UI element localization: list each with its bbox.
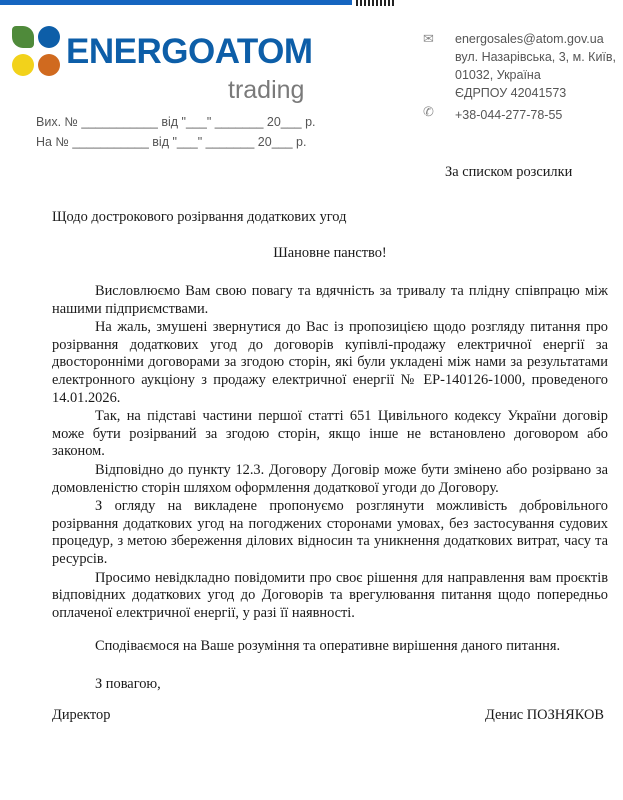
contacts xyxy=(455,30,616,124)
greeting: Шановне панство! xyxy=(273,245,387,261)
top-stripe xyxy=(0,0,352,5)
edrpou: ЄДРПОУ 42041573 xyxy=(455,86,567,100)
logo-dot-yellow xyxy=(12,54,34,76)
paragraph: На жаль, змушені звернутися до Вас із пропозицією щодо розгляду питання про розірвання додаткових угод до договорів купівлі-продажу електричної енергії за двосторонніми договорами за згодою сторін, які були укладені між нами за результатами електронного аукціону з продажу електричної енергії № ЕР-140126-1000, проведеного 14.01.2026. xyxy=(52,319,608,406)
addressee: За списком розсилки xyxy=(445,164,573,180)
closing: Сподіваємося на Ваше розуміння та оперативне вирішення даного питання. xyxy=(95,638,561,655)
energoatom-logo xyxy=(8,22,328,108)
logo-dot-blue xyxy=(38,26,60,48)
paragraph: З огляду на викладене пропонуємо розглянути можливість добровільного розірвання додаткових угод на погоджених сторонами умовах, без застосування судових процедур, з метою збереження ділових відносин та уникнення додаткових витрат, часу та ресурсів. xyxy=(52,498,608,567)
logo-leaf-green xyxy=(12,26,34,48)
incoming-number-row: На № ___________ від "___" _______ 20___ р. xyxy=(36,135,307,149)
reference-fields xyxy=(36,112,316,152)
phone: +38-044-277-78-55 xyxy=(455,108,563,122)
address-line-2: 01032, Україна xyxy=(455,68,541,82)
phone-icon: ✆ xyxy=(423,104,434,119)
brand-sub: trading xyxy=(228,76,305,104)
qr-code-fragment xyxy=(356,0,396,6)
regards: З повагою, xyxy=(95,675,161,692)
envelope-icon: ✉ xyxy=(423,31,434,46)
address-line-1: вул. Назарівська, 3, м. Київ, xyxy=(455,50,617,64)
paragraph: Висловлюємо Вам свою повагу та вдячність за тривалу та плідну співпрацю між нашими підприємствами. xyxy=(52,283,608,317)
paragraph: Просимо невідкладно повідомити про своє рішення для направлення вам проєктів відповідних додаткових угод до Договорів та врегулювання питання щодо попередньо оплаченої електричної енергії, у разі її наявності. xyxy=(52,569,608,621)
paragraph: Так, на підставі частини першої статті 651 Цивільного кодексу України договір може бути розірваний за згодою сторін, якщо інше не встановлено договором або законом. xyxy=(52,408,608,460)
logo-dot-orange xyxy=(38,54,60,76)
brand-name: ENERGOATOM xyxy=(66,32,313,71)
outgoing-number-row: Вих. № ___________ від "___" _______ 20___ р. xyxy=(36,115,316,129)
signer-name: Денис ПОЗНЯКОВ xyxy=(485,707,604,724)
paragraph: Відповідно до пункту 12.3. Договору Договір може бути змінено або розірвано за домовленістю сторін шляхом оформлення додаткової угоди до Договору. xyxy=(52,461,608,496)
signature-row xyxy=(52,707,608,725)
letter-body xyxy=(52,283,608,725)
signer-title: Директор xyxy=(52,707,111,724)
email: energosales@atom.gov.ua xyxy=(455,32,604,46)
subject: Щодо дострокового розірвання додаткових угод xyxy=(52,209,347,225)
